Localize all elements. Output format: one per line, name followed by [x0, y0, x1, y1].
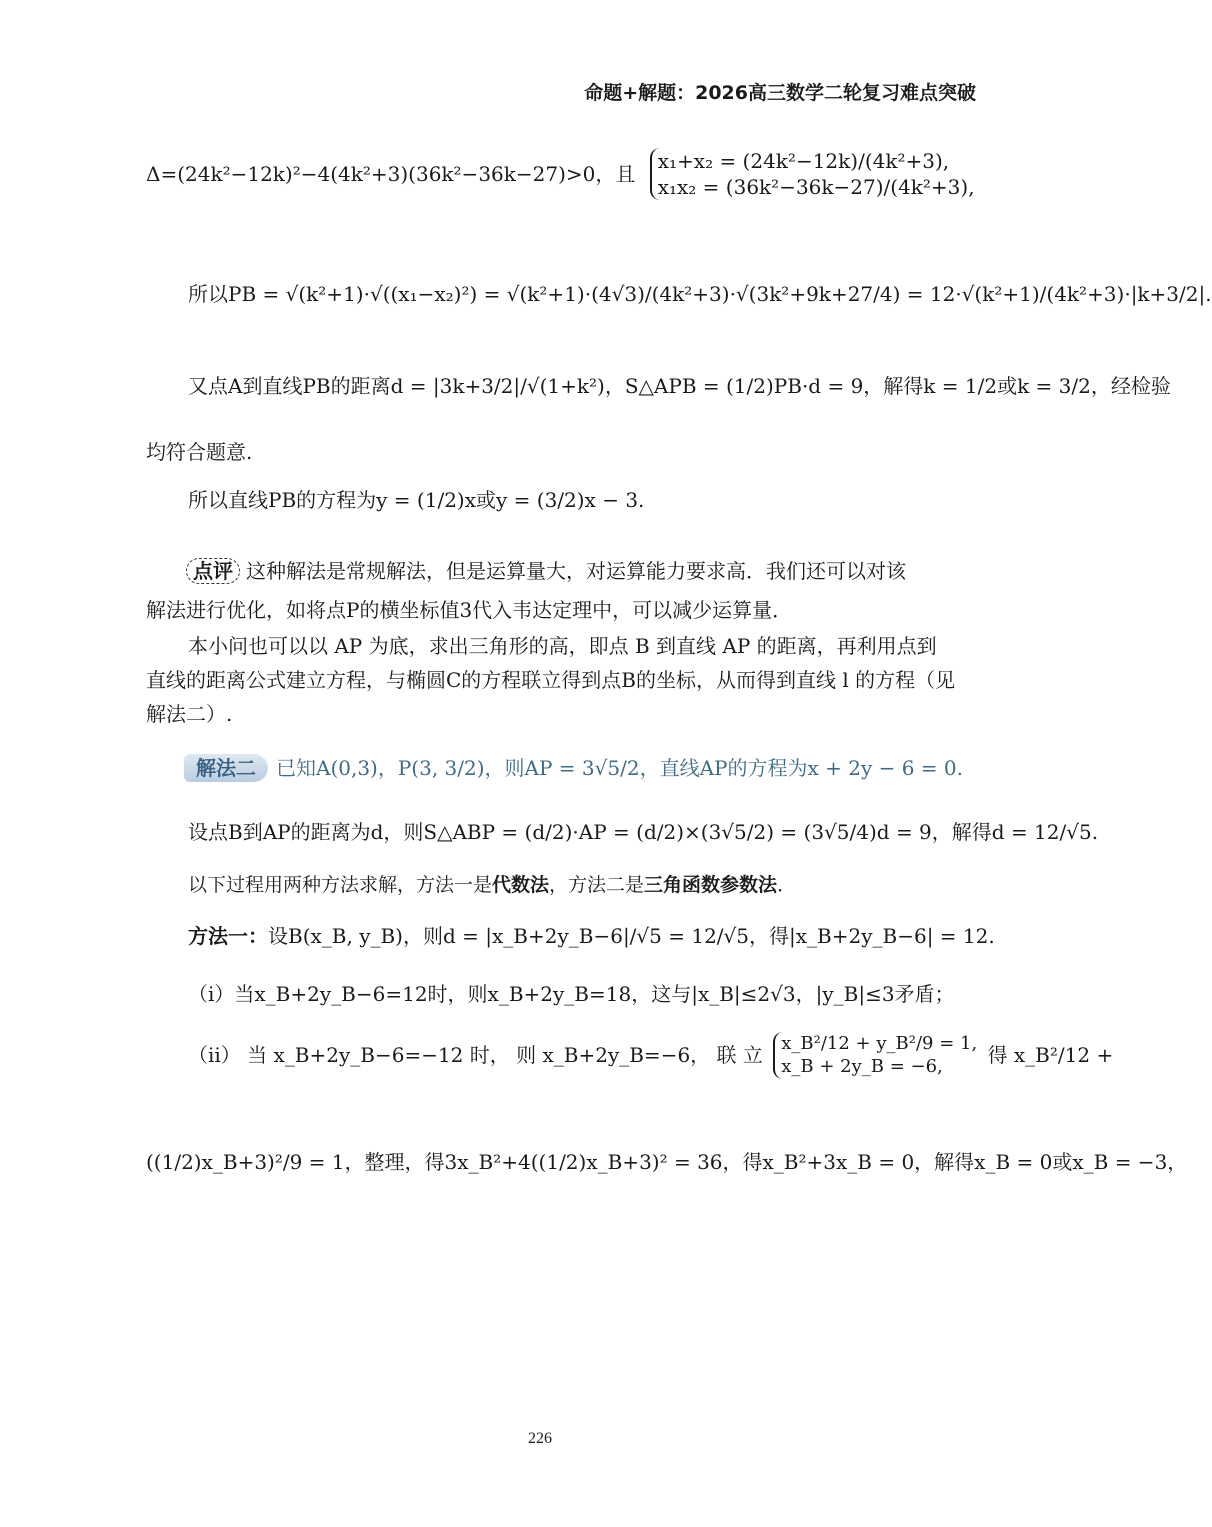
- method-algebra: 代数法: [492, 874, 550, 896]
- method2-tag: 解法二: [184, 754, 268, 782]
- two-methods-text-c: ，方法二是: [549, 874, 645, 896]
- ellipse-line-system: [773, 1032, 977, 1079]
- vieta-sum: x₁+x₂ = (24k²−12k)/(4k²+3),: [657, 149, 950, 173]
- method-trig: 三角函数参数法: [644, 874, 778, 896]
- line-method1: [188, 924, 995, 948]
- line-alt-2: 直线的距离公式建立方程，与椭圆C的方程联立得到点B的坐标，从而得到直线 l 的方程（见: [146, 668, 956, 692]
- method1-label: 方法一：: [188, 924, 268, 948]
- case-ii-tail: 得 x_B²/12 +: [987, 1043, 1114, 1068]
- line-comment: [186, 558, 906, 584]
- line-conclusion-1: 均符合题意.: [146, 440, 253, 464]
- line-simplify: ((1/2)x_B+3)²/9 = 1，整理，得3x_B²+4((1/2)x_B+3)² = 36，得x_B²+3x_B = 0，解得x_B = 0或x_B = −3，: [146, 1150, 1188, 1174]
- vieta-system: [650, 148, 975, 200]
- line-two-methods: [188, 874, 796, 897]
- page-number: 226: [528, 1430, 552, 1447]
- line-method2: [184, 754, 963, 782]
- line-equation: x_B + 2y_B = −6,: [781, 1056, 943, 1078]
- two-methods-text-a: 以下过程用两种方法求解，方法一是: [188, 874, 493, 896]
- case-ii-text: （ⅱ） 当 x_B+2y_B−6=−12 时， 则 x_B+2y_B=−6， 联 立: [188, 1043, 763, 1068]
- line-discriminant: [146, 148, 975, 200]
- method2-text: 已知A(0,3)，P(3, 3/2)，则AP = 3√5/2，直线AP的方程为x + 2y − 6 = 0.: [276, 756, 964, 780]
- page-header: 命题+解题：2026高三数学二轮复习难点突破: [584, 82, 976, 104]
- vieta-product: x₁x₂ = (36k²−36k−27)/(4k²+3),: [657, 175, 975, 199]
- method1-text: 设B(x_B, y_B)，则d = |x_B+2y_B−6|/√5 = 12/√5，得|x_B+2y_B−6| = 12.: [268, 924, 995, 948]
- discriminant-text: Δ=(24k²−12k)²−4(4k²+3)(36k²−36k−27)>0，且: [146, 162, 636, 186]
- line-case-i: （ⅰ）当x_B+2y_B−6=12时，则x_B+2y_B=18，这与|x_B|≤2√3，|y_B|≤3矛盾；: [188, 982, 955, 1006]
- two-methods-text-e: ．: [777, 874, 797, 896]
- line-comment-2: 解法进行优化，如将点P的横坐标值3代入韦达定理中，可以减少运算量．: [146, 598, 793, 622]
- comment-tag: 点评: [186, 558, 240, 584]
- line-pb-length: 所以PB = √(k²+1)·√((x₁−x₂)²) = √(k²+1)·(4√3)/(4k²+3)·√(3k²+9k+27/4) = 12·√(k²+1)/(4k²+3)·|k+3/2|.: [188, 282, 1212, 306]
- line-answer-pb: 所以直线PB的方程为y = (1/2)x或y = (3/2)x − 3.: [188, 488, 645, 512]
- line-distance: 又点A到直线PB的距离d = |3k+3/2|/√(1+k²)，S△APB = (1/2)PB·d = 9，解得k = 1/2或k = 3/2，经检验: [188, 374, 1171, 398]
- line-area: 设点B到AP的距离为d，则S△ABP = (d/2)·AP = (d/2)×(3√5/2) = (3√5/4)d = 9，解得d = 12/√5.: [188, 820, 1099, 844]
- line-case-ii: [188, 1032, 1113, 1079]
- line-alt-3: 解法二）.: [146, 702, 233, 726]
- comment-text: 这种解法是常规解法，但是运算量大，对运算能力要求高．我们还可以对该: [246, 559, 906, 583]
- ellipse-equation: x_B²/12 + y_B²/9 = 1,: [781, 1033, 978, 1054]
- line-alt-1: 本小问也可以以 AP 为底，求出三角形的高，即点 B 到直线 AP 的距离，再利用点到: [188, 634, 937, 658]
